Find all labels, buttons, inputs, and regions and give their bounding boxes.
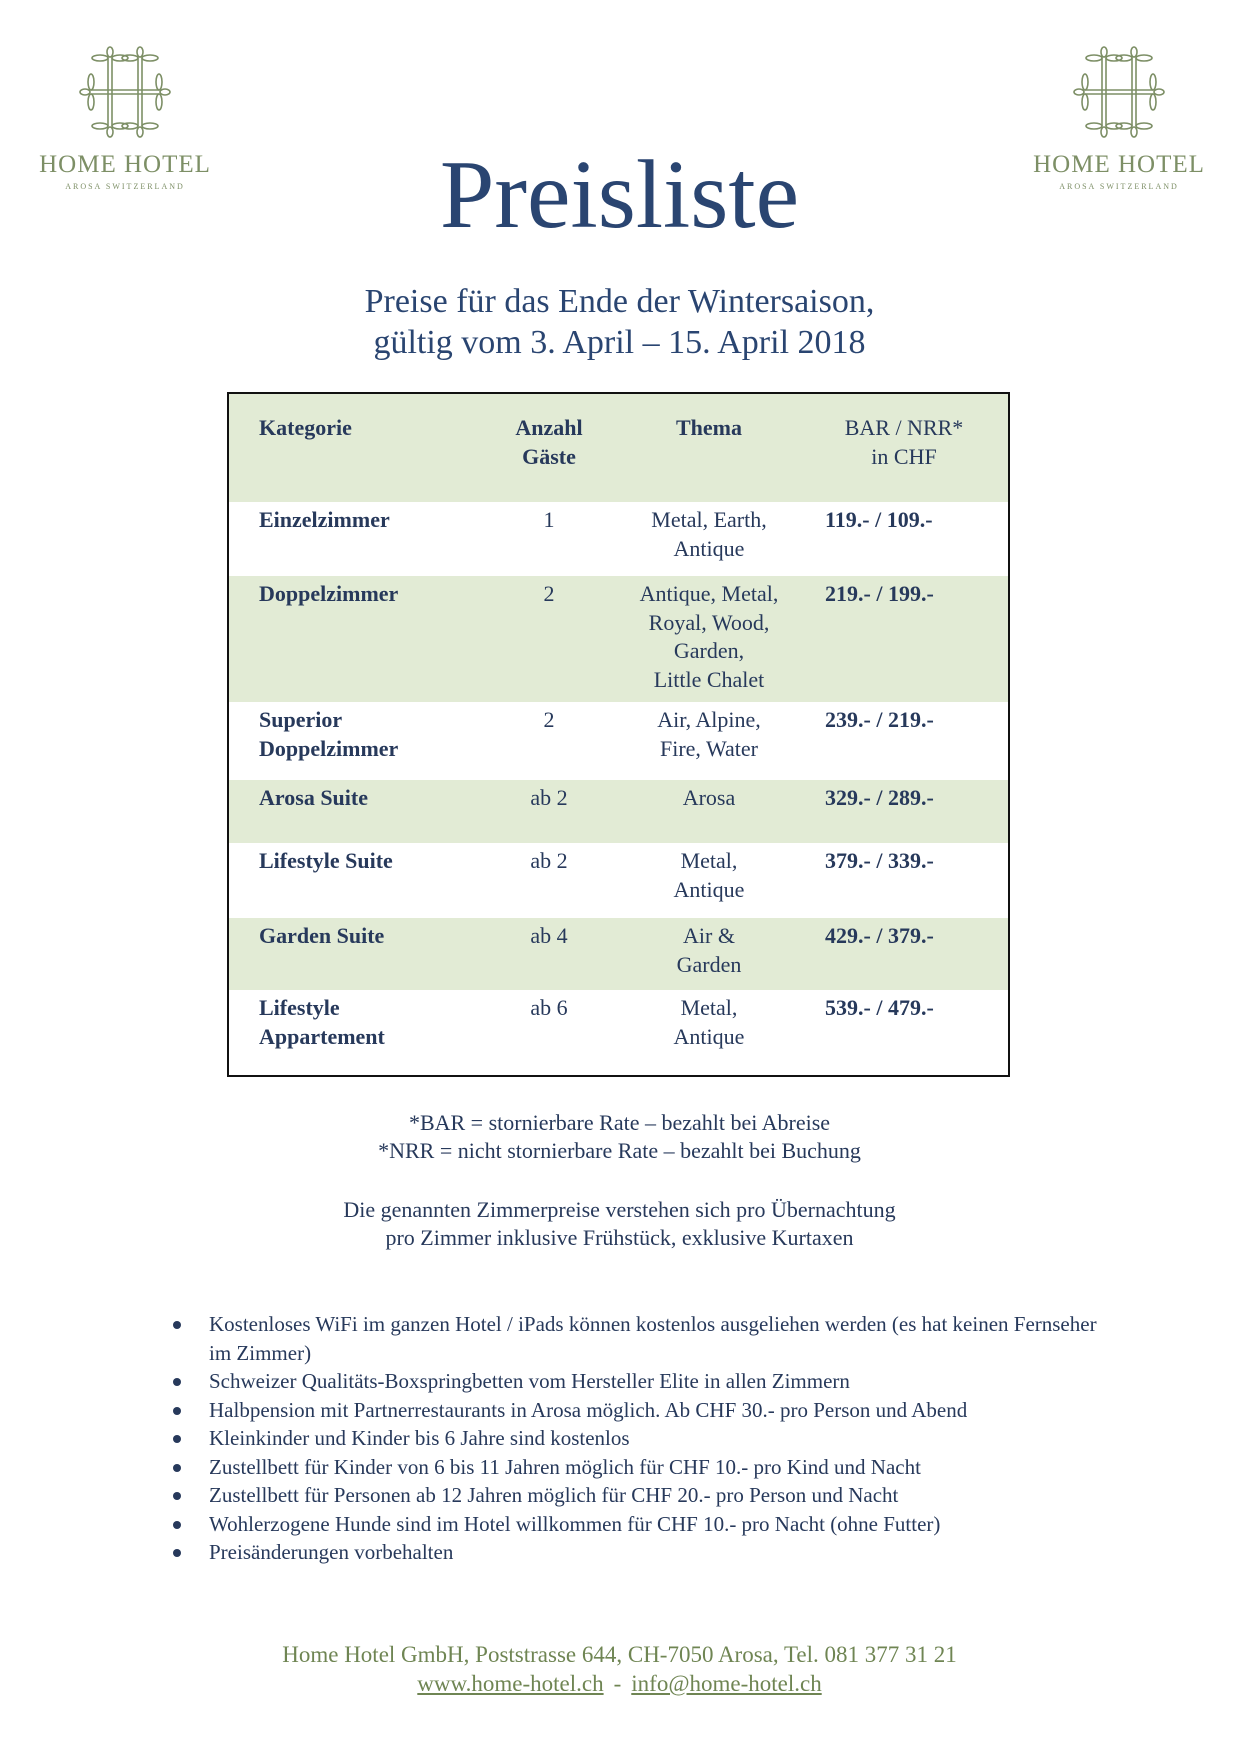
cell-thema-line: Little Chalet (653, 666, 765, 692)
footer-separator: - (613, 1671, 622, 1696)
header-price-line: in CHF (871, 443, 937, 469)
cell-anzahl: 1 (543, 507, 555, 532)
cell-kategorie (259, 506, 489, 535)
cell-thema (629, 784, 789, 813)
list-item-text: Kleinkinder und Kinder bis 6 Jahre sind kostenlos (209, 1426, 630, 1450)
page-title: Preisliste (439, 141, 800, 249)
website-link[interactable]: www.home-hotel.ch (417, 1671, 604, 1696)
cell-price: 219.- / 199.- (825, 581, 934, 606)
cell-thema-line: Antique (673, 876, 745, 902)
cell-anzahl: 2 (543, 707, 555, 732)
cell-kategorie-line: Lifestyle (259, 995, 340, 1020)
cell-thema (629, 580, 789, 694)
cell-kategorie (259, 580, 489, 609)
list-item (170, 1510, 1110, 1539)
amenities-list (170, 1310, 1110, 1567)
cell-kategorie-line: Lifestyle Suite (259, 848, 393, 873)
cell-kategorie (259, 706, 489, 763)
list-item-text: Halbpension mit Partnerrestaurants in Arosa möglich. Ab CHF 30.- pro Person und Abend (209, 1397, 968, 1422)
list-item-text: Wohlerzogene Hunde sind im Hotel willkommen für CHF 10.- pro Nacht (ohne Futter) (209, 1511, 941, 1536)
header-anzahl-line: Gäste (522, 443, 576, 469)
cell-thema-line: Metal, (680, 848, 738, 873)
cell-kategorie-line: Garden Suite (259, 923, 385, 948)
cell-thema (629, 847, 789, 904)
cell-price: 239.- / 219.- (825, 707, 934, 732)
bullet-icon (173, 1464, 181, 1472)
table-row (229, 918, 1008, 990)
table-row (229, 576, 1008, 702)
bullet-icon (173, 1549, 181, 1557)
list-item (170, 1396, 1110, 1425)
cell-price: 119.- / 109.- (825, 507, 933, 532)
cell-thema (629, 922, 789, 979)
footer-links (0, 1669, 1239, 1698)
rate-note-nrr: *NRR = nicht stornierbare Rate – bezahlt bei Buchung (378, 1138, 861, 1163)
cell-thema-line: Royal, Wood, (648, 609, 770, 635)
list-item (170, 1481, 1110, 1510)
cell-anzahl: ab 4 (530, 923, 568, 948)
price-note-line: Die genannten Zimmerpreise verstehen sich pro Übernachtung (343, 1197, 896, 1222)
cell-thema-line: Fire, Water (659, 735, 758, 761)
footer (0, 1640, 1239, 1698)
list-item (170, 1453, 1110, 1482)
cell-thema-line: Arosa (682, 785, 736, 810)
subtitle-line: Preise für das Ende der Wintersaison, (364, 283, 875, 320)
list-item-text: Preisänderungen vorbehalten (209, 1540, 454, 1564)
bullet-icon (173, 1435, 181, 1443)
cell-thema-line: Antique (673, 1023, 745, 1049)
list-item (170, 1367, 1110, 1396)
logo-name: HOME HOTEL (39, 151, 211, 178)
logo-name: HOME HOTEL (1033, 151, 1205, 178)
header-kategorie: Kategorie (259, 415, 352, 440)
table-row (229, 702, 1008, 780)
logo-subtitle: AROSA SWITZERLAND (65, 182, 185, 191)
price-note (0, 1196, 1239, 1252)
bullet-icon (173, 1521, 181, 1529)
cell-thema (629, 994, 789, 1051)
list-item-text: Kostenloses WiFi im ganzen Hotel / iPads können kostenlos ausgeliehen werden (es hat keinen Fernseher im Zimmer) (209, 1312, 1097, 1365)
header-anzahl (489, 414, 609, 471)
header-anzahl-line: Anzahl (515, 415, 583, 440)
bullet-icon (173, 1378, 181, 1386)
subtitle-line: gültig vom 3. April – 15. April 2018 (373, 324, 866, 361)
cell-kategorie (259, 784, 489, 813)
table-header-row (229, 394, 1008, 502)
cell-anzahl: ab 2 (530, 848, 568, 873)
cell-anzahl: ab 6 (530, 995, 568, 1020)
rate-note-bar: *BAR = stornierbare Rate – bezahlt bei Abreise (408, 1110, 831, 1135)
price-table (227, 392, 1010, 1077)
logo-subtitle: AROSA SWITZERLAND (1059, 182, 1179, 191)
cell-kategorie-line: Appartement (259, 1023, 385, 1049)
cell-kategorie-line: Arosa Suite (259, 785, 368, 810)
header-price-line: BAR / NRR* (844, 415, 964, 440)
footer-address: Home Hotel GmbH, Poststrasse 644, CH-7050 Arosa, Tel. 081 377 31 21 (282, 1642, 957, 1667)
cell-thema-line: Garden (676, 951, 742, 977)
cell-kategorie (259, 994, 489, 1051)
cell-price: 429.- / 379.- (825, 923, 934, 948)
list-item-text: Zustellbett für Personen ab 12 Jahren möglich für CHF 20.- pro Person und Nacht (209, 1483, 899, 1507)
cell-thema-line: Antique, Metal, (639, 581, 779, 606)
bullet-icon (173, 1321, 181, 1329)
cell-kategorie (259, 847, 489, 876)
price-note-line: pro Zimmer inklusive Frühstück, exklusive Kurtaxen (385, 1225, 854, 1250)
list-item-text: Schweizer Qualitäts-Boxspringbetten vom Hersteller Elite in allen Zimmern (209, 1369, 850, 1393)
header-price (809, 414, 999, 471)
bullet-icon (173, 1407, 181, 1415)
page-subtitle (0, 281, 1239, 363)
cell-thema-line: Air & (683, 923, 735, 948)
cell-kategorie (259, 922, 489, 951)
cell-price: 329.- / 289.- (825, 785, 934, 810)
cell-kategorie-line: Einzelzimmer (259, 507, 390, 532)
cell-thema (629, 506, 789, 563)
cell-kategorie-line: Doppelzimmer (259, 581, 399, 606)
cell-anzahl: 2 (543, 581, 555, 606)
cell-thema-line: Metal, (680, 995, 738, 1020)
list-item (170, 1538, 1110, 1567)
list-item (170, 1310, 1110, 1367)
list-item (170, 1424, 1110, 1453)
table-row (229, 990, 1008, 1075)
cell-price: 379.- / 339.- (825, 848, 934, 873)
cell-thema (629, 706, 789, 763)
monogram-h-icon (77, 44, 173, 140)
cell-thema-line: Antique (673, 535, 745, 561)
cell-thema-line: Garden, (673, 638, 745, 663)
table-row (229, 502, 1008, 576)
bullet-icon (173, 1492, 181, 1500)
list-item-text: Zustellbett für Kinder von 6 bis 11 Jahren möglich für CHF 10.- pro Kind und Nacht (209, 1454, 921, 1479)
cell-price: 539.- / 479.- (825, 995, 934, 1020)
cell-kategorie-line: Doppelzimmer (259, 735, 399, 761)
cell-thema-line: Metal, Earth, (651, 507, 767, 532)
cell-thema-line: Air, Alpine, (657, 707, 761, 732)
email-link[interactable]: info@home-hotel.ch (631, 1671, 822, 1696)
rate-notes (0, 1109, 1239, 1165)
table-row (229, 780, 1008, 843)
header-thema: Thema (676, 415, 742, 440)
cell-anzahl: ab 2 (530, 785, 568, 810)
cell-kategorie-line: Superior (259, 707, 343, 732)
table-row (229, 843, 1008, 918)
monogram-h-icon (1071, 44, 1167, 140)
